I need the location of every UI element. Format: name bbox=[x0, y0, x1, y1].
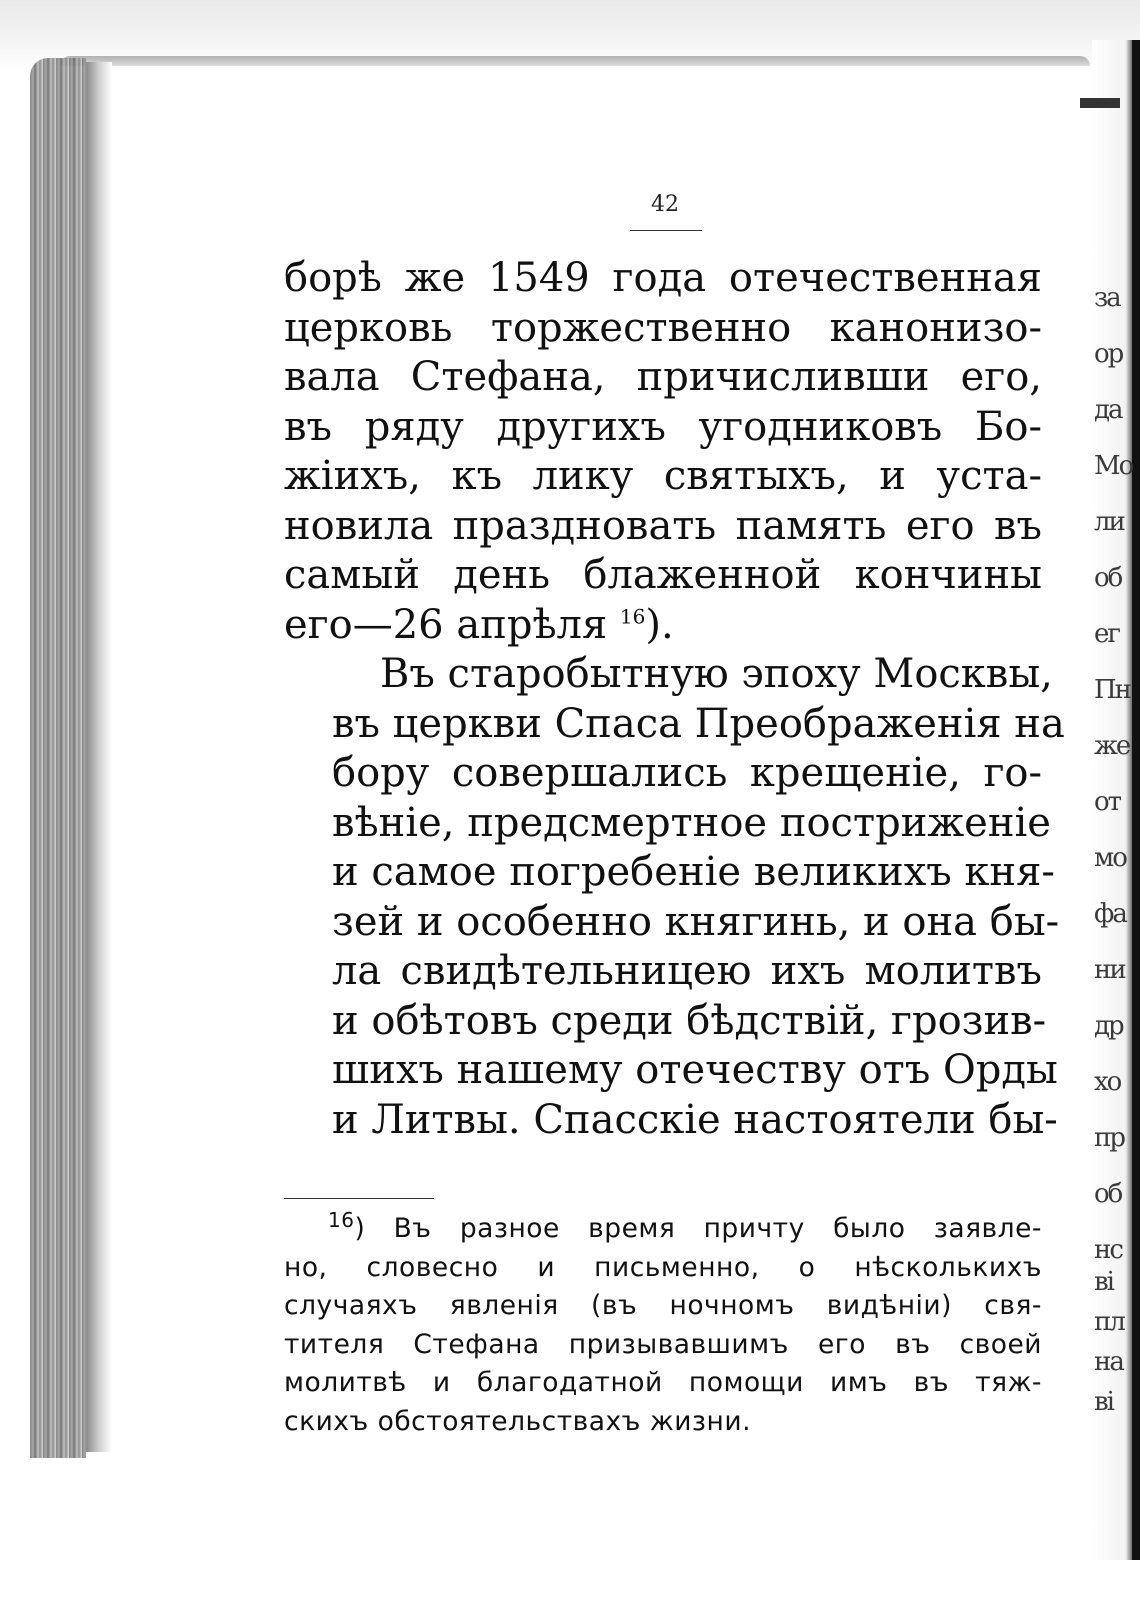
text-line: новила праздновать память его въ bbox=[284, 502, 1042, 549]
footnote-line: но, словесно и письменно, о нѣсколькихъ bbox=[284, 1251, 1042, 1283]
text-line: и обѣтовъ среди бѣдствій, грозив- bbox=[332, 997, 1047, 1044]
text-line: Въ старобытную эпоху Москвы, bbox=[380, 651, 1053, 697]
text-line: церковь торжественно канонизо- bbox=[284, 304, 1042, 351]
footnote-line: случаяхъ явленія (въ ночномъ видѣніи) свя- bbox=[284, 1290, 1042, 1321]
footnote-marker-close: ) bbox=[354, 1213, 366, 1244]
next-page-bleed-lower: ві пл на ві bbox=[1094, 1267, 1124, 1417]
text-line: зей и особенно княгинь, и она бы- bbox=[332, 898, 1060, 945]
footnote-line: скихъ обстоятельствахъ жизни. bbox=[284, 1405, 751, 1437]
text-line: ла свидѣтельницею ихъ молитвъ bbox=[332, 948, 1042, 994]
text-line-with-footnote-ref bbox=[284, 601, 1042, 651]
text-line: въ церкви Спаса Преображенія на bbox=[332, 700, 1065, 747]
book-gutter-shadow bbox=[86, 62, 112, 1452]
footnote-reference: 16 bbox=[619, 604, 646, 629]
body-text bbox=[284, 254, 1065, 1145]
next-page-top-mark bbox=[1080, 98, 1120, 108]
next-page-dark-edge bbox=[1132, 40, 1140, 1560]
text-line: въ ряду другихъ угодниковъ Бо- bbox=[284, 403, 1042, 450]
text-line: борѣ же 1549 года отечественная bbox=[284, 255, 1042, 301]
footnote-marker: 16 bbox=[328, 1208, 355, 1233]
book-top-edge bbox=[60, 56, 1090, 66]
page-number: 42 bbox=[651, 192, 679, 217]
text-line: и Литвы. Спасскіе настоятели бы- bbox=[332, 1096, 1058, 1143]
text-line: вѣніе, предсмертное постриженіе bbox=[332, 799, 1051, 846]
footnote-line: молитвѣ и благодатной помощи имъ въ тяж- bbox=[284, 1367, 1042, 1398]
text-line: вала Стефана, причисливши его, bbox=[284, 354, 1042, 400]
text-line: самый день блаженной кончины bbox=[284, 552, 1042, 598]
footnote-reference-close: ). bbox=[645, 601, 674, 648]
next-page-bleed-upper: за ор да Мо ли об ег Пн же от мо фа ни др хо пр об нс bbox=[1094, 283, 1133, 1265]
footnote-line: тителя Стефана призывавшимъ его въ своей bbox=[284, 1328, 1042, 1360]
text-line: жіихъ, къ лику святыхъ, и уста- bbox=[284, 453, 1042, 499]
footnote bbox=[284, 1210, 1042, 1441]
book-page-edges bbox=[30, 58, 86, 1458]
text-line: шихъ нашему отечеству отъ Орды bbox=[332, 1047, 1058, 1093]
paragraph-2 bbox=[284, 650, 1065, 1145]
page-number-rule bbox=[630, 230, 702, 231]
footnote-rule bbox=[284, 1198, 434, 1199]
text-line: его—26 апрѣля bbox=[284, 601, 608, 648]
text-line: бору совершались крещеніе, го- bbox=[332, 750, 1042, 796]
text-line: и самое погребеніе великихъ кня- bbox=[332, 849, 1055, 895]
footnote-line-1 bbox=[284, 1210, 1042, 1249]
paragraph-1 bbox=[284, 254, 1042, 650]
footnote-text: Въ разное время причту было заявле- bbox=[393, 1213, 1042, 1244]
